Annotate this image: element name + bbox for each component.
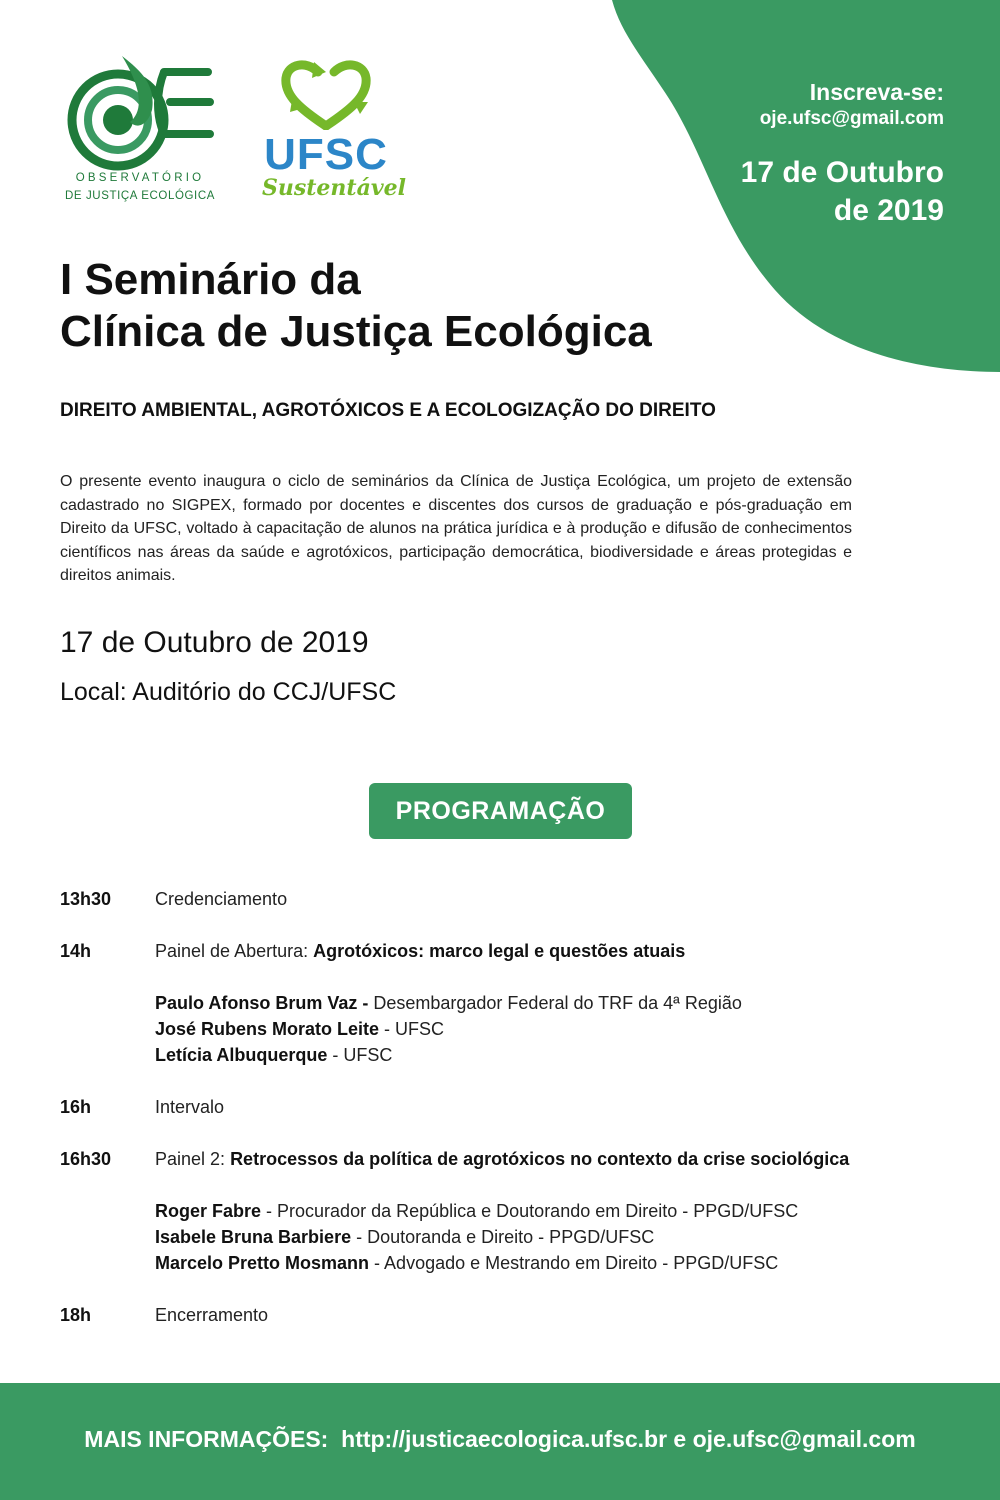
schedule-row [60,1146,960,1172]
event-description: O presente evento inaugura o ciclo de seminários da Clínica de Justiça Ecológica, um projeto de extensão cadastrado no SIGPEX, formado por docentes e discentes dos cursos de graduação e pós-graduação em Direito da UFSC, voltado à capacitação de alunos na prática jurídica e à produção e difusão de conhecimentos científicos nas áreas da saúde e agrotóxicos, participação democrática, biodiversidade e áreas protegidas e direitos animais. [60,473,852,584]
footer-text [0,1423,1000,1455]
footer-email-link[interactable]: oje.ufsc@gmail.com [692,1426,916,1452]
schedule-row [60,886,960,912]
schedule-row [60,1302,960,1328]
event-location: Local: Auditório do CCJ/UFSC [60,678,397,706]
oje-emblem-icon [60,52,220,172]
footer-connector: e [667,1426,693,1452]
signup-label: Inscreva-se: [809,79,944,105]
ufsc-logo-tagline: Sustentável [262,175,406,201]
speaker-name: Marcelo Pretto Mosmann [155,1253,370,1273]
page-title [60,254,780,358]
oje-logo-line1: OBSERVATÓRIO [75,172,205,184]
speaker [155,990,742,1016]
speaker-role: - Doutoranda e Direito - PPGD/UFSC [351,1227,655,1247]
footer-label: MAIS INFORMAÇÕES: [84,1426,329,1452]
speaker-name: Letícia Albuquerque [155,1045,328,1065]
speaker-role: - Procurador da República e Doutorando em Direito - PPGD/UFSC [261,1201,799,1221]
speaker [155,1042,392,1068]
schedule-time: 18h [60,1305,92,1325]
schedule-text: Credenciamento [155,889,288,909]
title-line2: Clínica de Justiça Ecológica [60,307,652,356]
signup-email[interactable]: oje.ufsc@gmail.com [759,108,944,129]
subtitle: DIREITO AMBIENTAL, AGROTÓXICOS E A ECOLOGIZAÇÃO DO DIREITO [60,400,716,421]
oje-logo-line2: DE JUSTIÇA ECOLÓGICA [64,190,216,202]
schedule-text [155,1146,849,1172]
speaker-role: - Advogado e Mestrando em Direito - PPGD/UFSC [369,1253,779,1273]
schedule-row [60,1094,960,1120]
signup-block [704,78,944,230]
speaker-name: Paulo Afonso Brum Vaz - [155,993,369,1013]
event-date: 17 de Outubro de 2019 [60,626,369,659]
panel-title: Retrocessos da política de agrotóxicos no contexto da crise sociológica [230,1149,850,1169]
speaker [155,1016,444,1042]
speaker [155,1198,798,1224]
title-line1: I Seminário da [60,255,361,304]
panel-prefix: Painel 2: [155,1149,231,1169]
schedule-time: 16h30 [60,1149,112,1169]
schedule-text: Intervalo [155,1097,225,1117]
oje-logo [60,52,220,207]
speaker-name: José Rubens Morato Leite [155,1019,380,1039]
schedule-row [60,938,960,964]
schedule-time: 16h [60,1097,92,1117]
speaker-role: - UFSC [327,1045,393,1065]
recycle-heart-icon [262,58,390,130]
header-date: 17 de Outubro de 2019 [740,156,944,227]
footer-url-link[interactable]: http://justicaecologica.ufsc.br [341,1426,668,1452]
schedule-text: Encerramento [155,1305,269,1325]
speaker-role: Desembargador Federal do TRF da 4ª Região [368,993,742,1013]
ufsc-logo-text: UFSC [264,130,388,179]
speaker [155,1250,778,1276]
speaker [155,1224,654,1250]
panel-prefix: Painel de Abertura: [155,941,314,961]
schedule-time: 13h30 [60,889,112,909]
footer-bar [0,1383,1000,1500]
schedule-text [155,938,685,964]
speaker-role: - UFSC [379,1019,445,1039]
panel-title: Agrotóxicos: marco legal e questões atuais [313,941,686,961]
speaker-name: Isabele Bruna Barbiere [155,1227,352,1247]
ufsc-sustentavel-logo [262,58,406,203]
speaker-name: Roger Fabre [155,1201,262,1221]
programacao-button[interactable]: PROGRAMAÇÃO [369,783,632,839]
schedule-time: 14h [60,941,92,961]
